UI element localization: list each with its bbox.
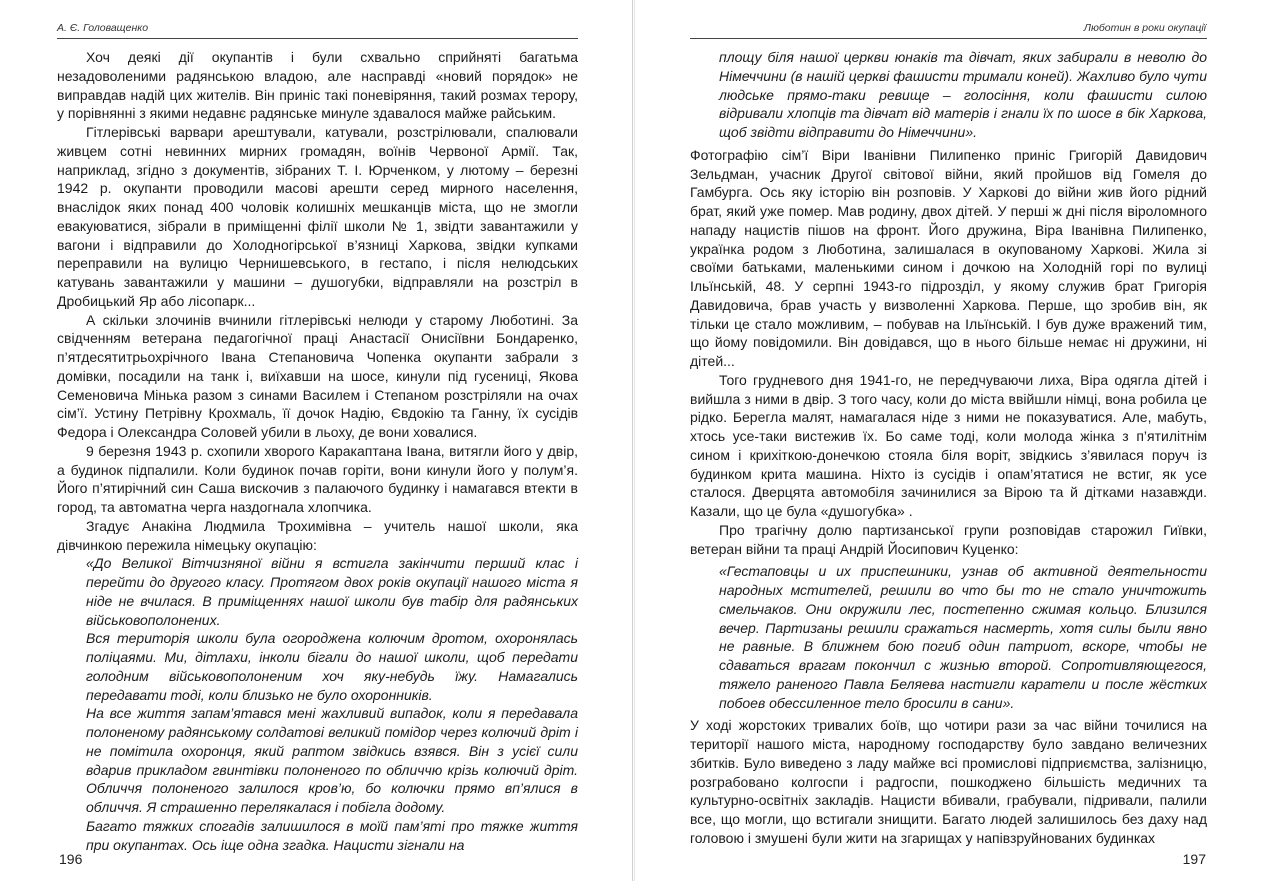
left-page [0,0,633,881]
body-paragraph: У ході жорстоких тривалих боїв, що чотири рази за час війни точилися на території нашого міста, народному господарству було завдано величезних збитків. Було виведено з ладу майже всі промислові підприємства, залізницю, розграбовано колгоспи і радгоспи, пошкоджено більшість медичних та культурно-освітніх закладів. Нацисти вбивали, грабували, підривали, палили все, що могли, що встигали знищити. Багато людей залишилось без даху над головою і змушені були жити на згарищах у напівзруйнованих будинках [690,717,1207,846]
body-paragraph: Того грудневого дня 1941-го, не передчуваючи лиха, Віра одягла дітей і вийшла з ними в двір. З того часу, коли до міста ввійшли німці, вона робила це рідко. Берегла малят, намагалася ніде з ними не показуватися. Але, мабуть, хтось усе-таки вистежив їх. Бо саме тоді, коли молода жінка з п’ятилітнім сином і крихіткою-донечкою стояла біля воріт, звідкись з’явилася поруч із будинком крита машина. Ніхто із сусідів і опам’ятатися не встиг, як усе сталося. Дверцята автомобіля зачинилися за Вірою та й дітками назавжди. Казали, що це була «душогубка» . [690,371,1207,519]
running-head-author: А. Є. Головащенко [57,22,149,34]
right-page-body [690,48,1207,848]
page-number: 197 [1182,851,1206,867]
quote-paragraph: площу біля нашої церкви юнаків та дівчат, яких забирали в неволю до Німеччини (в нашій церкві фашисти тримали коней). Жахливо було чути людське прямо-таки ревище – голосіння, коли фашисти силою відривали хлопців та дівчат від матерів і гнали їх по шосе в бік Харкова, щоб звідти відправити до Німеччини». [719,49,1207,140]
quote-paragraph: На все життя запам’ятався мені жахливий випадок, коли я передавала полоненому радянському солдатові великий помідор через колючий дріт і не помітила охоронця, який раптом звідкись взявся. Він з усієї сили вдарив прикладом гвинтівки полоненого по обличчю крізь колючий дріт. Обличчя полоненого залилося кров’ю, бо колючки прямо вп’ялися в обличчя. Я страшенно перелякалася і побігла додому. [86,705,578,815]
page-number: 196 [59,851,83,867]
body-paragraph: Хоч деякі дії окупантів і були схвально сприйняті багатьма незадоволеними радянською владою, але насправді «новий порядок» не виправдав надій цих жителів. Він приніс такі поневіряння, такий розмах терору, у порівнянні з якими недавнє радянське минуле здавалося майже райським. [57,49,578,122]
quote-paragraph: «До Великої Вітчизняної війни я встигла закінчити перший клас і перейти до другого класу. Протягом двох років окупації нашого міста я ніде не вчилася. В приміщеннях нашої школи був табір для радянських військовополонених. [86,555,578,628]
body-paragraph: Фотографію сім’ї Віри Іванівни Пилипенко приніс Григорій Давидович Зельдман, учасник Другої світової війни, який пройшов від Гомеля до Гамбурга. Ось яку історію він розповів. У Харкові до війни жив його рідний брат, який уже помер. Мав родину, двох дітей. У перші ж дні після віроломного нападу нацистів пішов на фронт. Його дружина, Віра Іванівна Пилипенко, українка родом з Люботина, залишалася в окупованому Харкові. Жила зі своїми батьками, маленькими сином і дочкою на Холодній горі по вулиці Ільїнській, 48. У серпні 1943-го підрозділ, у якому служив брат Григорія Давидовича, брав участь у визволенні Харкова. Перше, що зробив він, як тільки це стало можливим, – побував на Ільїнській. І був дуже вражений тим, що йому повідомили. Він довідався, що в нього більше немає ні дружини, ні дітей... [690,146,1207,369]
body-paragraph: А скільки злочинів вчинили гітлерівські нелюди у старому Люботині. За свідченням ветерана педагогічної праці Анастасії Онисіївни Бондаренко, п’ятдесятитрьохрічного Івана Степановича Чопенка окупанти забрали з домівки, посадили на танк і, виїхавши на шосе, кинули під гусениці, Якова Семеновича Мінька разом з синами Василем і Степаном розстріляли на очах сім’ї. Устину Петрівну Крохмаль, її дочок Надію, Євдокію та Ганну, їх сусідів Федора і Олександра Соловей убили в льоху, де вони ховалися. [57,311,578,440]
header-rule [690,38,1207,39]
body-paragraph: Гітлерівські варвари арештували, катували, розстрілювали, спалювали живцем сотні невинних мирних громадян, воїнів Червоної Армії. Так, наприклад, згідно з документів, зібраних Т. І. Юрченком, у лютому – березні 1942 р. окупанти проводили масові арешти серед мирного населення, внаслідок яких понад 400 чоловік колишніх мешканців міста, що не змогли евакуюватися, зібрали в приміщенні філії школи № 1, звідти завантажили у вагони і відправили до Холодногірської в’язниці Харкова, звідки купками переправили на вулицю Чернишевського, в гестапо, і після нелюдських катувань завантажили у машини – душогубки, відправляли на розстріл в Дробицький Яр або лісопарк... [57,124,578,309]
quote-paragraph: Вся територія школи була огороджена колючим дротом, охоронялась поліцаями. Ми, дітлахи, інколи бігали до нашої школи, щоб передати голодним військовополоненим хоч яку-небудь їжу. Намагались передавати тоді, коли близько не було охоронників. [86,630,578,703]
right-page [634,0,1267,881]
running-head-title: Люботин в роки окупації [1083,22,1206,34]
quote-paragraph: Багато тяжких спогадів залишилося в моїй пам’яті про тяжке життя при окупантах. Ось іще одна згадка. Нацисти зігнали на [86,817,578,853]
body-paragraph: Згадує Анакіна Людмила Трохимівна – учитель нашої школи, яка дівчинкою пережила німецьку окупацію: [57,517,578,553]
body-paragraph: 9 березня 1943 р. схопили хворого Каракаптана Івана, витягли його у двір, а будинок підпалили. Коли будинок почав горіти, вони кинули його у полум’я. Його п’ятирічний син Саша вискочив з палаючого будинку і намагався втекти в город, та автоматна черга наздогнала хлопчика. [57,442,578,515]
quote-paragraph: «Гестаповцы и их приспешники, узнав об активной деятельности народных мстителей, решили во что бы то не стало уничтожить смельчаков. Они окружили лес, постепенно сжимая кольцо. Близился вечер. Партизаны решили сражаться насмерть, хотя силы были явно не равные. В ближнем бою погиб один патриот, вскоре, чтобы не сдаваться врагам покончил с жизнью второй. Сопротивляющегося, тяжело раненого Павла Беляева настигли каратели и после жёстких побоев обессиленное тело бросили в сани». [719,563,1207,711]
body-paragraph: Про трагічну долю партизанської групи розповідав старожил Гиївки, ветеран війни та праці Андрій Йосипович Куценко: [690,521,1207,557]
left-page-body [57,48,578,854]
header-rule [57,38,578,39]
